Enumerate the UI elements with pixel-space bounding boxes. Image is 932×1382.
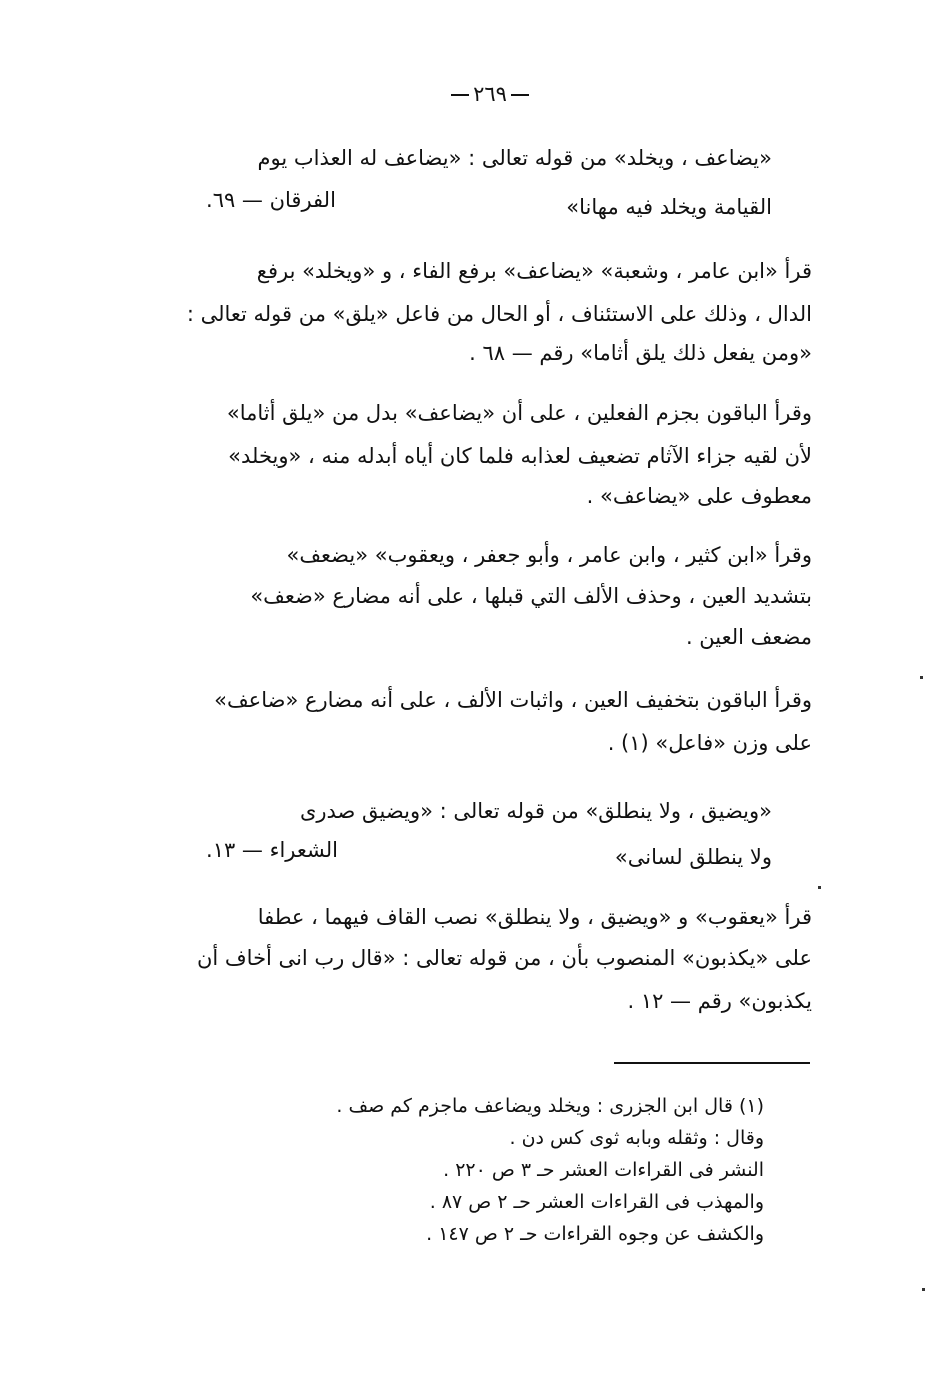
footnote-line5: والكشف عن وجوه القراءات حـ ٢ ص ١٤٧ . xyxy=(426,1223,764,1245)
para5-line2: على «يكذبون» المنصوب بأن ، من قوله تعالى : «قال رب انى أخاف أن xyxy=(196,946,812,970)
para2-line1: وقرأ الباقون بجزم الفعلين ، على أن «يضاعف» بدل من «يلق أثاما» xyxy=(226,401,812,425)
para5-line3: يكذبون» رقم — ١٢ . xyxy=(627,989,812,1013)
page-number: ٢٦٩ xyxy=(420,82,560,106)
para3-line2: بتشديد العين ، وحذف الألف التي قبلها ، على أنه مضارع «ضعف» xyxy=(250,584,812,608)
scan-speck xyxy=(920,676,923,679)
verse2-line2: ولا ينطلق لسانى» xyxy=(614,845,772,869)
para3-line3: مضعف العين . xyxy=(685,625,812,649)
para4-line1: وقرأ الباقون بتخفيف العين ، واثبات الألف ، على أنه مضارع «ضاعف» xyxy=(214,688,812,712)
footnote-line4: والمهذب فى القراءات العشر حـ ٢ ص ٨٧ . xyxy=(429,1191,764,1213)
scan-speck xyxy=(922,1288,925,1291)
para5-line1: قرأ «يعقوب» و «ويضيق ، ولا ينطلق» نصب القاف فيهما ، عطفا xyxy=(257,905,812,929)
para1-line2: الدال ، وذلك على الاستئناف ، أو الحال من فاعل «يلق» من قوله تعالى : xyxy=(186,302,812,326)
para4-line2: على وزن «فاعل» (١) . xyxy=(607,731,812,755)
verse1-line2: القيامة ويخلد فيه مهانا» xyxy=(566,195,772,219)
scan-speck xyxy=(818,886,821,889)
verse2-reference: الشعراء — ١٣. xyxy=(206,838,338,862)
para1-line1: قرأ «ابن عامر ، وشعبة» «يضاعف» برفع الفاء ، و «ويخلد» برفع xyxy=(256,259,812,283)
footnote-line3: النشر فى القراءات العشر حـ ٣ ص ٢٢٠ . xyxy=(443,1159,764,1181)
footnote-line1: (١) قال ابن الجزرى : ويخلد ويضاعف ماجزم كم صف . xyxy=(336,1095,764,1117)
para2-line3: معطوف على «يضاعف» . xyxy=(586,484,812,508)
footnote-line2: وقال : وثقله وبابه ثوى كس دن . xyxy=(509,1127,764,1149)
verse1-line1: «يضاعف ، ويخلد» من قوله تعالى : «يضاعف له العذاب يوم xyxy=(257,146,772,170)
footnote-separator xyxy=(614,1062,810,1064)
para2-line2: لأن لقيه جزاء الآثام تضعيف لعذابه فلما كان أياه أبدله منه ، «ويخلد» xyxy=(228,444,812,468)
para1-line3: «ومن يفعل ذلك يلق أثاما» رقم — ٦٨ . xyxy=(469,341,812,365)
verse1-reference: الفرقان — ٦٩. xyxy=(206,188,336,212)
verse2-line1: «ويضيق ، ولا ينطلق» من قوله تعالى : «ويضيق صدرى xyxy=(299,799,772,823)
para3-line1: وقرأ «ابن كثير ، وابن عامر ، وأبو جعفر ، ويعقوب» «يضعف» xyxy=(286,543,812,567)
